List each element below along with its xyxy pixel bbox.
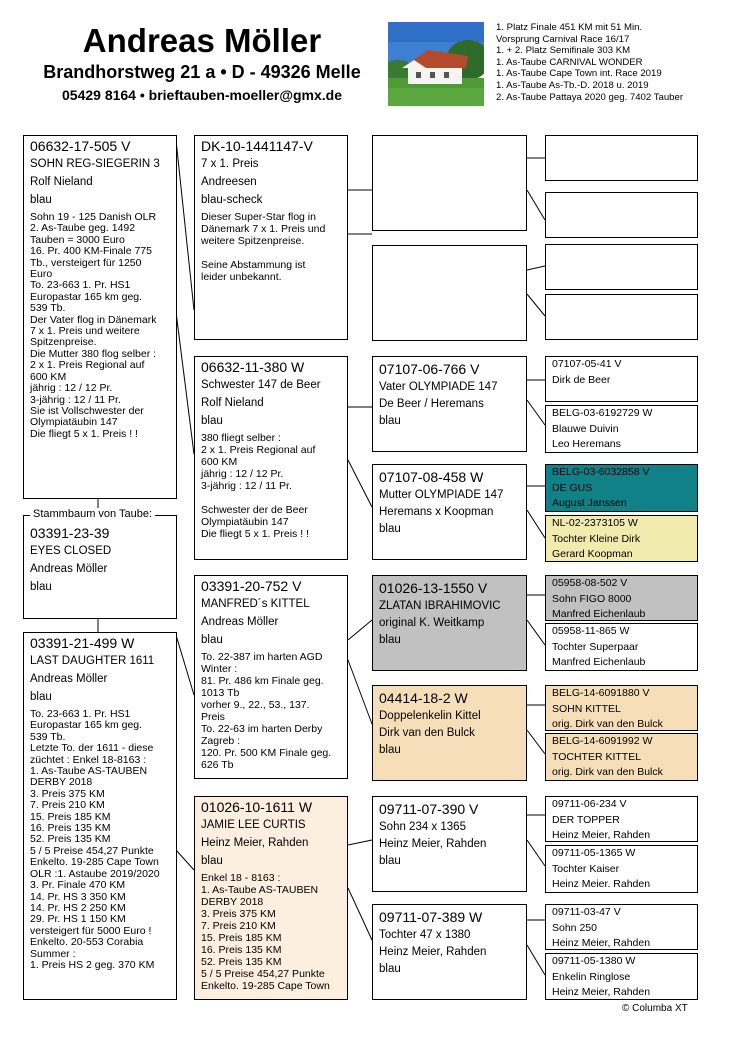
ring-number: 05958-08-502 V <box>552 577 628 589</box>
color: blau <box>379 523 401 535</box>
copyright-footer: © Columba XT <box>622 1003 688 1014</box>
pigeon-name: SOHN KITTEL <box>552 702 621 715</box>
notes: To. 23-663 1. Pr. HS1 Europastar 165 km geg. 539 Tb. Letzte To. der 1611 - diese züchtet : Enkel 18-8163 : 1. As-Taube AS-TAUBEN DERBY 2018 3. Preis 375 KM 7. Preis 210 KM 15. Preis 185 KM 16. Preis 135 KM 52. Preis 135 KM 5 / 5 Preise 454,27 Punkte Enkelto. 19-285 Cape Town OLR :1. Astaube 2019/2020 3. Pr. Finale 470 KM 14. Pr. HS 3 350 KM 14. Pr. HS 2 250 KM 29. Pr. HS 1 150 KM versteigert für 5000 Euro ! Enkelto. 20-553 Corabia Summer : 1. Preis HS 2 geg. 370 KM <box>30 708 160 971</box>
color: blau <box>30 691 52 703</box>
gen4-card[interactable] <box>545 464 698 512</box>
pigeon-name: DE GUS <box>552 481 593 494</box>
ring-number: 09711-05-1365 W <box>552 847 636 859</box>
ring-number <box>373 246 526 248</box>
breeder: Rolf Nieland <box>201 397 264 409</box>
achievement-line: 1. As-Taube Cape Town int. Race 2019 <box>496 68 662 80</box>
sire-card[interactable] <box>194 135 348 340</box>
pigeon-name: Sohn 250 <box>552 921 597 934</box>
gen4-card-empty[interactable] <box>545 135 698 181</box>
notes: Dieser Super-Star flog in Dänemark 7 x 1. Preis und weitere Spitzenpreise. Seine Abstammung ist leider unbekannt. <box>201 211 326 283</box>
ring-number: 09711-07-389 W <box>379 909 483 925</box>
pigeon-name: Doppelenkelin Kittel <box>379 710 481 722</box>
pigeon-name: Enkelin Ringlose <box>552 970 631 983</box>
ring-number: DK-10-1441147-V <box>201 138 313 154</box>
ring-number: 01026-13-1550 V <box>379 580 488 596</box>
gen3-card[interactable] <box>372 904 527 1000</box>
gen3-card[interactable] <box>372 464 527 560</box>
ring-number: 01026-10-1611 W <box>201 799 313 815</box>
breeder: Heinz Meier, Rahden <box>552 986 651 998</box>
gen3-card[interactable] <box>372 685 527 781</box>
breeder-contact: 05429 8164 • brieftauben-moeller@gmx.de <box>62 87 342 103</box>
gen4-card[interactable] <box>545 685 698 731</box>
gen4-card-empty[interactable] <box>545 192 698 238</box>
ring-number: 03391-23-39 <box>30 525 110 541</box>
pigeon-name: TOCHTER KITTEL <box>552 750 642 763</box>
gen4-card[interactable] <box>545 405 698 453</box>
achievement-line: 2. As-Taube Pattaya 2020 geg. 7402 Tauber <box>496 91 684 103</box>
gen4-card-empty[interactable] <box>545 244 698 290</box>
pigeon-name: Dirk de Beer <box>552 373 611 386</box>
dam-of-subject-card[interactable] <box>194 356 348 560</box>
color: blau <box>379 855 401 867</box>
pigeon-name: Vater OLYMPIADE 147 <box>379 381 498 393</box>
breeder: Heinz Meier. Rahden <box>552 878 651 890</box>
pigeon-name: MANFRED´s KITTEL <box>201 598 310 610</box>
ring-number: 07107-06-766 V <box>379 361 480 377</box>
gen3-card[interactable] <box>372 796 527 892</box>
color: blau-scheck <box>201 194 263 206</box>
breeder: Andreas Möller <box>201 616 279 628</box>
notes: Sohn 19 - 125 Danish OLR 2. As-Taube geg. 1492 Tauben = 3000 Euro 16. Pr. 400 KM-Finale 775 Tb., versteigert für 1250 Euro To. 23-663 1. Pr. HS1 Europastar 165 km geg. 539 Tb. Der Vater flog in Dänemark 7 x 1. Preis und weitere Spitzenpreise. Die Mutter 380 flog selber : 2 x 1. Preis Regional auf 600 KM jährig : 12 / 12 Pr. 3-jährig : 12 / 11 Pr. Sie ist Vollschwester der Olympiatäubin 147 Die fliegt 5 x 1. Preis ! ! <box>30 211 157 440</box>
dam-pigeon-card[interactable] <box>23 632 177 1000</box>
gen4-card-empty[interactable] <box>545 294 698 340</box>
ring-number: BELG-03-6032858 V <box>552 466 650 478</box>
ring-number: 09711-05-1380 W <box>552 955 636 967</box>
gen3-card-empty-2[interactable] <box>372 245 527 341</box>
breeder: August Janssen <box>552 497 627 509</box>
ring-number: 09711-03-47 V <box>552 906 621 918</box>
pigeon-name: Tochter 47 x 1380 <box>379 929 471 941</box>
ring-number: BELG-14-6091992 W <box>552 735 653 747</box>
ring-number: 09711-06-234 V <box>552 798 627 810</box>
pigeon-name: 7 x 1. Preis <box>201 158 259 170</box>
breeder: Gerard Koopman <box>552 548 633 560</box>
color: blau <box>30 581 52 593</box>
pigeon-name: Tochter Kaiser <box>552 862 620 875</box>
gen3-card[interactable] <box>372 575 527 671</box>
color: blau <box>201 415 223 427</box>
gen4-card[interactable] <box>545 845 698 893</box>
pigeon-name: SOHN REG-SIEGERIN 3 <box>30 158 160 170</box>
ring-number: BELG-14-6091880 V <box>552 687 650 699</box>
color: blau <box>201 855 223 867</box>
color: blau <box>201 634 223 646</box>
color: blau <box>379 744 401 756</box>
ring-number: 04414-18-2 W <box>379 690 468 706</box>
gen3-card[interactable] <box>372 356 527 452</box>
ring-number: 07107-08-458 W <box>379 469 484 485</box>
breeder: Manfred Eichenlaub <box>552 656 646 668</box>
pigeon-name: Sohn 234 x 1365 <box>379 821 466 833</box>
breeder-address: Brandhorstweg 21 a • D - 49326 Melle <box>43 62 361 82</box>
breeder-name: Andreas Möller <box>82 22 322 59</box>
sire-of-dam-card[interactable] <box>194 575 348 779</box>
gen4-card[interactable] <box>545 623 698 671</box>
breeder: Heinz Meier, Rahden <box>379 946 487 958</box>
pigeon-name: LAST DAUGHTER 1611 <box>30 655 155 667</box>
ring-number: NL-02-2373105 W <box>552 517 638 529</box>
pigeon-name: Mutter OLYMPIADE 147 <box>379 489 504 501</box>
gen3-card-empty-1[interactable] <box>372 135 527 231</box>
gen4-card[interactable] <box>545 904 698 950</box>
achievement-line: 1. Platz Finale 451 KM mit 51 Min. <box>496 22 643 33</box>
achievement-line: 1. As-Taube As-Tb.-D. 2018 u. 2019 <box>496 79 649 91</box>
breeder: Heinz Meier, Rahden <box>201 837 309 849</box>
stamm-label: Stammbaum von Taube: <box>30 508 155 520</box>
gen4-card[interactable] <box>545 733 698 781</box>
ring-number: 07107-05-41 V <box>552 358 622 370</box>
dam-of-dam-card[interactable] <box>194 796 348 1000</box>
pigeon-name: Blauwe Duivin <box>552 422 619 435</box>
gen4-card[interactable] <box>545 953 698 1000</box>
gen4-card[interactable] <box>545 515 698 562</box>
ring-number <box>373 136 526 138</box>
color: blau <box>379 415 401 427</box>
gen4-card[interactable] <box>545 356 698 402</box>
breeder: Heinz Meier, Rahden <box>379 838 487 850</box>
pigeon-name: Sohn FIGO 8000 <box>552 592 632 605</box>
breeder: Heinz Meier, Rahden <box>552 937 651 949</box>
pigeon-name: Tochter Superpaar <box>552 640 639 653</box>
breeder: De Beer / Heremans <box>379 398 484 410</box>
subject-pigeon-card[interactable] <box>23 135 177 499</box>
achievement-line: 1. + 2. Platz Semifinale 303 KM <box>496 45 631 57</box>
ring-number: 06632-17-505 V <box>30 138 131 154</box>
breeder: Heremans x Koopman <box>379 506 494 518</box>
breeder: Andreesen <box>201 176 257 188</box>
breeder: Dirk van den Bulck <box>379 727 475 739</box>
color: blau <box>379 634 401 646</box>
achievement-line: 1. As-Taube CARNIVAL WONDER <box>496 56 643 68</box>
stamm-pigeon-card[interactable] <box>23 515 177 619</box>
ring-number: 09711-07-390 V <box>379 801 479 817</box>
pigeon-name: DER TOPPER <box>552 813 620 826</box>
notes: 380 fliegt selber : 2 x 1. Preis Regional auf 600 KM jährig : 12 / 12 Pr. 3-jährig : 12 / 11 Pr. Schwester der de Beer Olympiatäubin 147 Die fliegt 5 x 1. Preis ! ! <box>201 432 316 540</box>
color: blau <box>379 963 401 975</box>
pigeon-name: Tochter Kleine Dirk <box>552 532 641 545</box>
pigeon-name: JAMIE LEE CURTIS <box>201 819 306 831</box>
achievement-line: Vorsprung Carnival Race 16/17 <box>496 33 630 45</box>
ring-number: 03391-20-752 V <box>201 578 302 594</box>
breeder: orig. Dirk van den Bulck <box>552 718 663 730</box>
breeder: Andreas Möller <box>30 673 108 685</box>
breeder: Heinz Meier, Rahden <box>552 829 651 841</box>
gen4-card[interactable] <box>545 575 698 621</box>
color: blau <box>30 194 52 206</box>
breeder: orig. Dirk van den Bulck <box>552 766 663 778</box>
breeder: Rolf Nieland <box>30 176 93 188</box>
ring-number: 06632-11-380 W <box>201 359 305 375</box>
breeder: Manfred Eichenlaub <box>552 608 646 620</box>
pigeon-name: ZLATAN IBRAHIMOVIC <box>379 600 501 612</box>
breeder: Leo Heremans <box>552 438 621 450</box>
gen4-card[interactable] <box>545 796 698 842</box>
breeder: Andreas Möller <box>30 563 108 575</box>
breeder: original K. Weitkamp <box>379 617 485 629</box>
notes: To. 22-387 im harten AGD Winter : 81. Pr. 486 km Finale geg. 1013 Tb vorher 9., 22., 53., 137. Preis To. 22-63 im harten Derby Zagreb : 120. Pr. 500 KM Finale geg. 626 Tb <box>201 651 332 771</box>
ring-number: 05958-11-865 W <box>552 625 630 637</box>
ring-number: BELG-03-6192729 W <box>552 407 653 419</box>
ring-number: 03391-21-499 W <box>30 635 135 651</box>
pigeon-name: Schwester 147 de Beer <box>201 379 321 391</box>
pigeon-name: EYES CLOSED <box>30 545 112 557</box>
notes: Enkel 18 - 8163 : 1. As-Taube AS-TAUBEN DERBY 2018 3. Preis 375 KM 7. Preis 210 KM 15. Preis 185 KM 16. Preis 135 KM 52. Preis 135 KM 5 / 5 Preise 454,27 Punkte Enkelto. 19-285 Cape Town <box>201 872 330 992</box>
